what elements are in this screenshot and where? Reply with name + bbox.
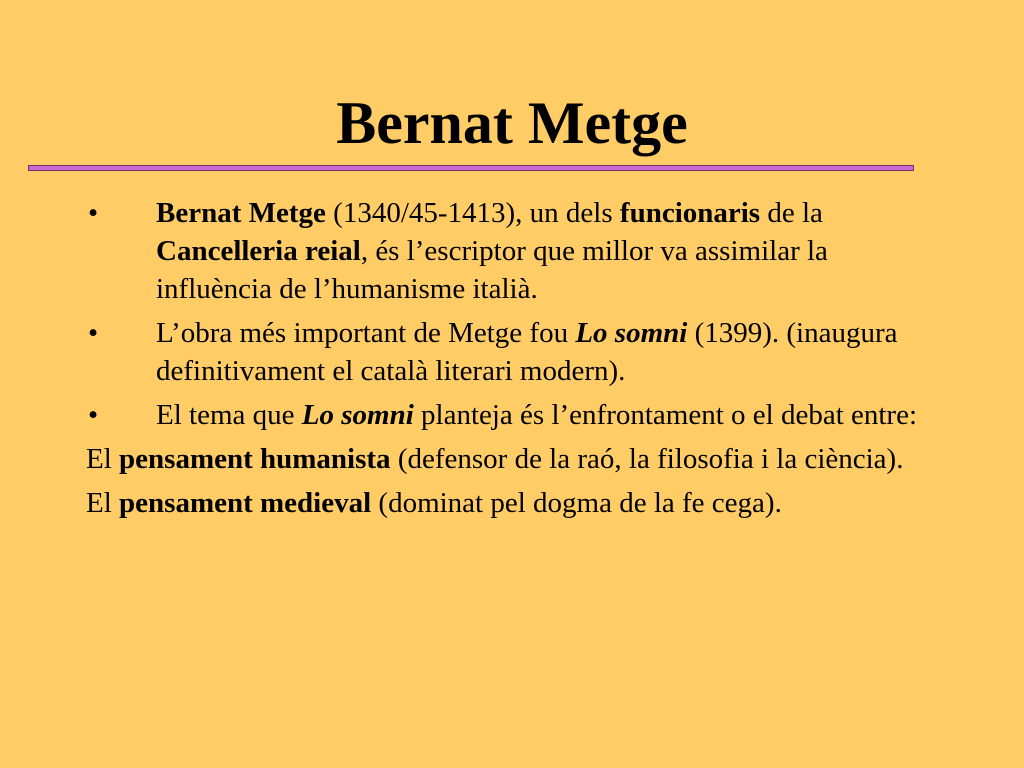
paragraph-medieval <box>86 484 946 522</box>
bullet-3-work-title: Lo somni <box>301 399 414 431</box>
title-divider <box>28 165 914 171</box>
bullet-1-text-2: de la <box>760 197 823 229</box>
paragraph-2-text-2: (dominat pel dogma de la fe cega). <box>371 487 782 519</box>
slide-title: Bernat Metge <box>336 90 688 156</box>
bullet-1-bold-name: Bernat Metge <box>156 197 326 229</box>
bullet-3-text-1: El tema que <box>156 399 302 431</box>
bullet-dot: • <box>88 399 99 431</box>
paragraph-1-text-2: (defensor de la raó, la filosofia i la ciència). <box>390 443 904 475</box>
bullet-item-2 <box>86 314 946 390</box>
bullet-dot: • <box>88 197 99 229</box>
bullet-item-1 <box>86 194 946 308</box>
paragraph-humanist <box>86 440 946 478</box>
paragraph-2-text-1: El <box>86 487 120 519</box>
bullet-1-text-1: (1340/45-1413), un dels <box>325 197 620 229</box>
paragraph-2-bold: pensament medieval <box>119 487 372 519</box>
bullet-1-bold-cancelleria: Cancelleria reial <box>156 235 361 267</box>
bullet-3-text-2: planteja és l’enfrontament o el debat entre: <box>413 399 918 431</box>
bullet-2-text-2: (1399). (inaugura definitivament el català literari modern). <box>156 317 898 387</box>
slide-body <box>86 194 946 528</box>
bullet-1-bold-funcionaris: funcionaris <box>619 197 761 229</box>
bullet-item-3 <box>86 396 946 434</box>
bullet-1-text-3: , és l’escriptor que millor va assimilar la influència de l’humanisme italià. <box>156 235 828 305</box>
paragraph-1-bold: pensament humanista <box>119 443 391 475</box>
bullet-dot: • <box>88 317 99 349</box>
bullet-2-work-title: Lo somni <box>575 317 688 349</box>
paragraph-1-text-1: El <box>86 443 120 475</box>
bullet-2-text-1: L’obra més important de Metge fou <box>156 317 576 349</box>
